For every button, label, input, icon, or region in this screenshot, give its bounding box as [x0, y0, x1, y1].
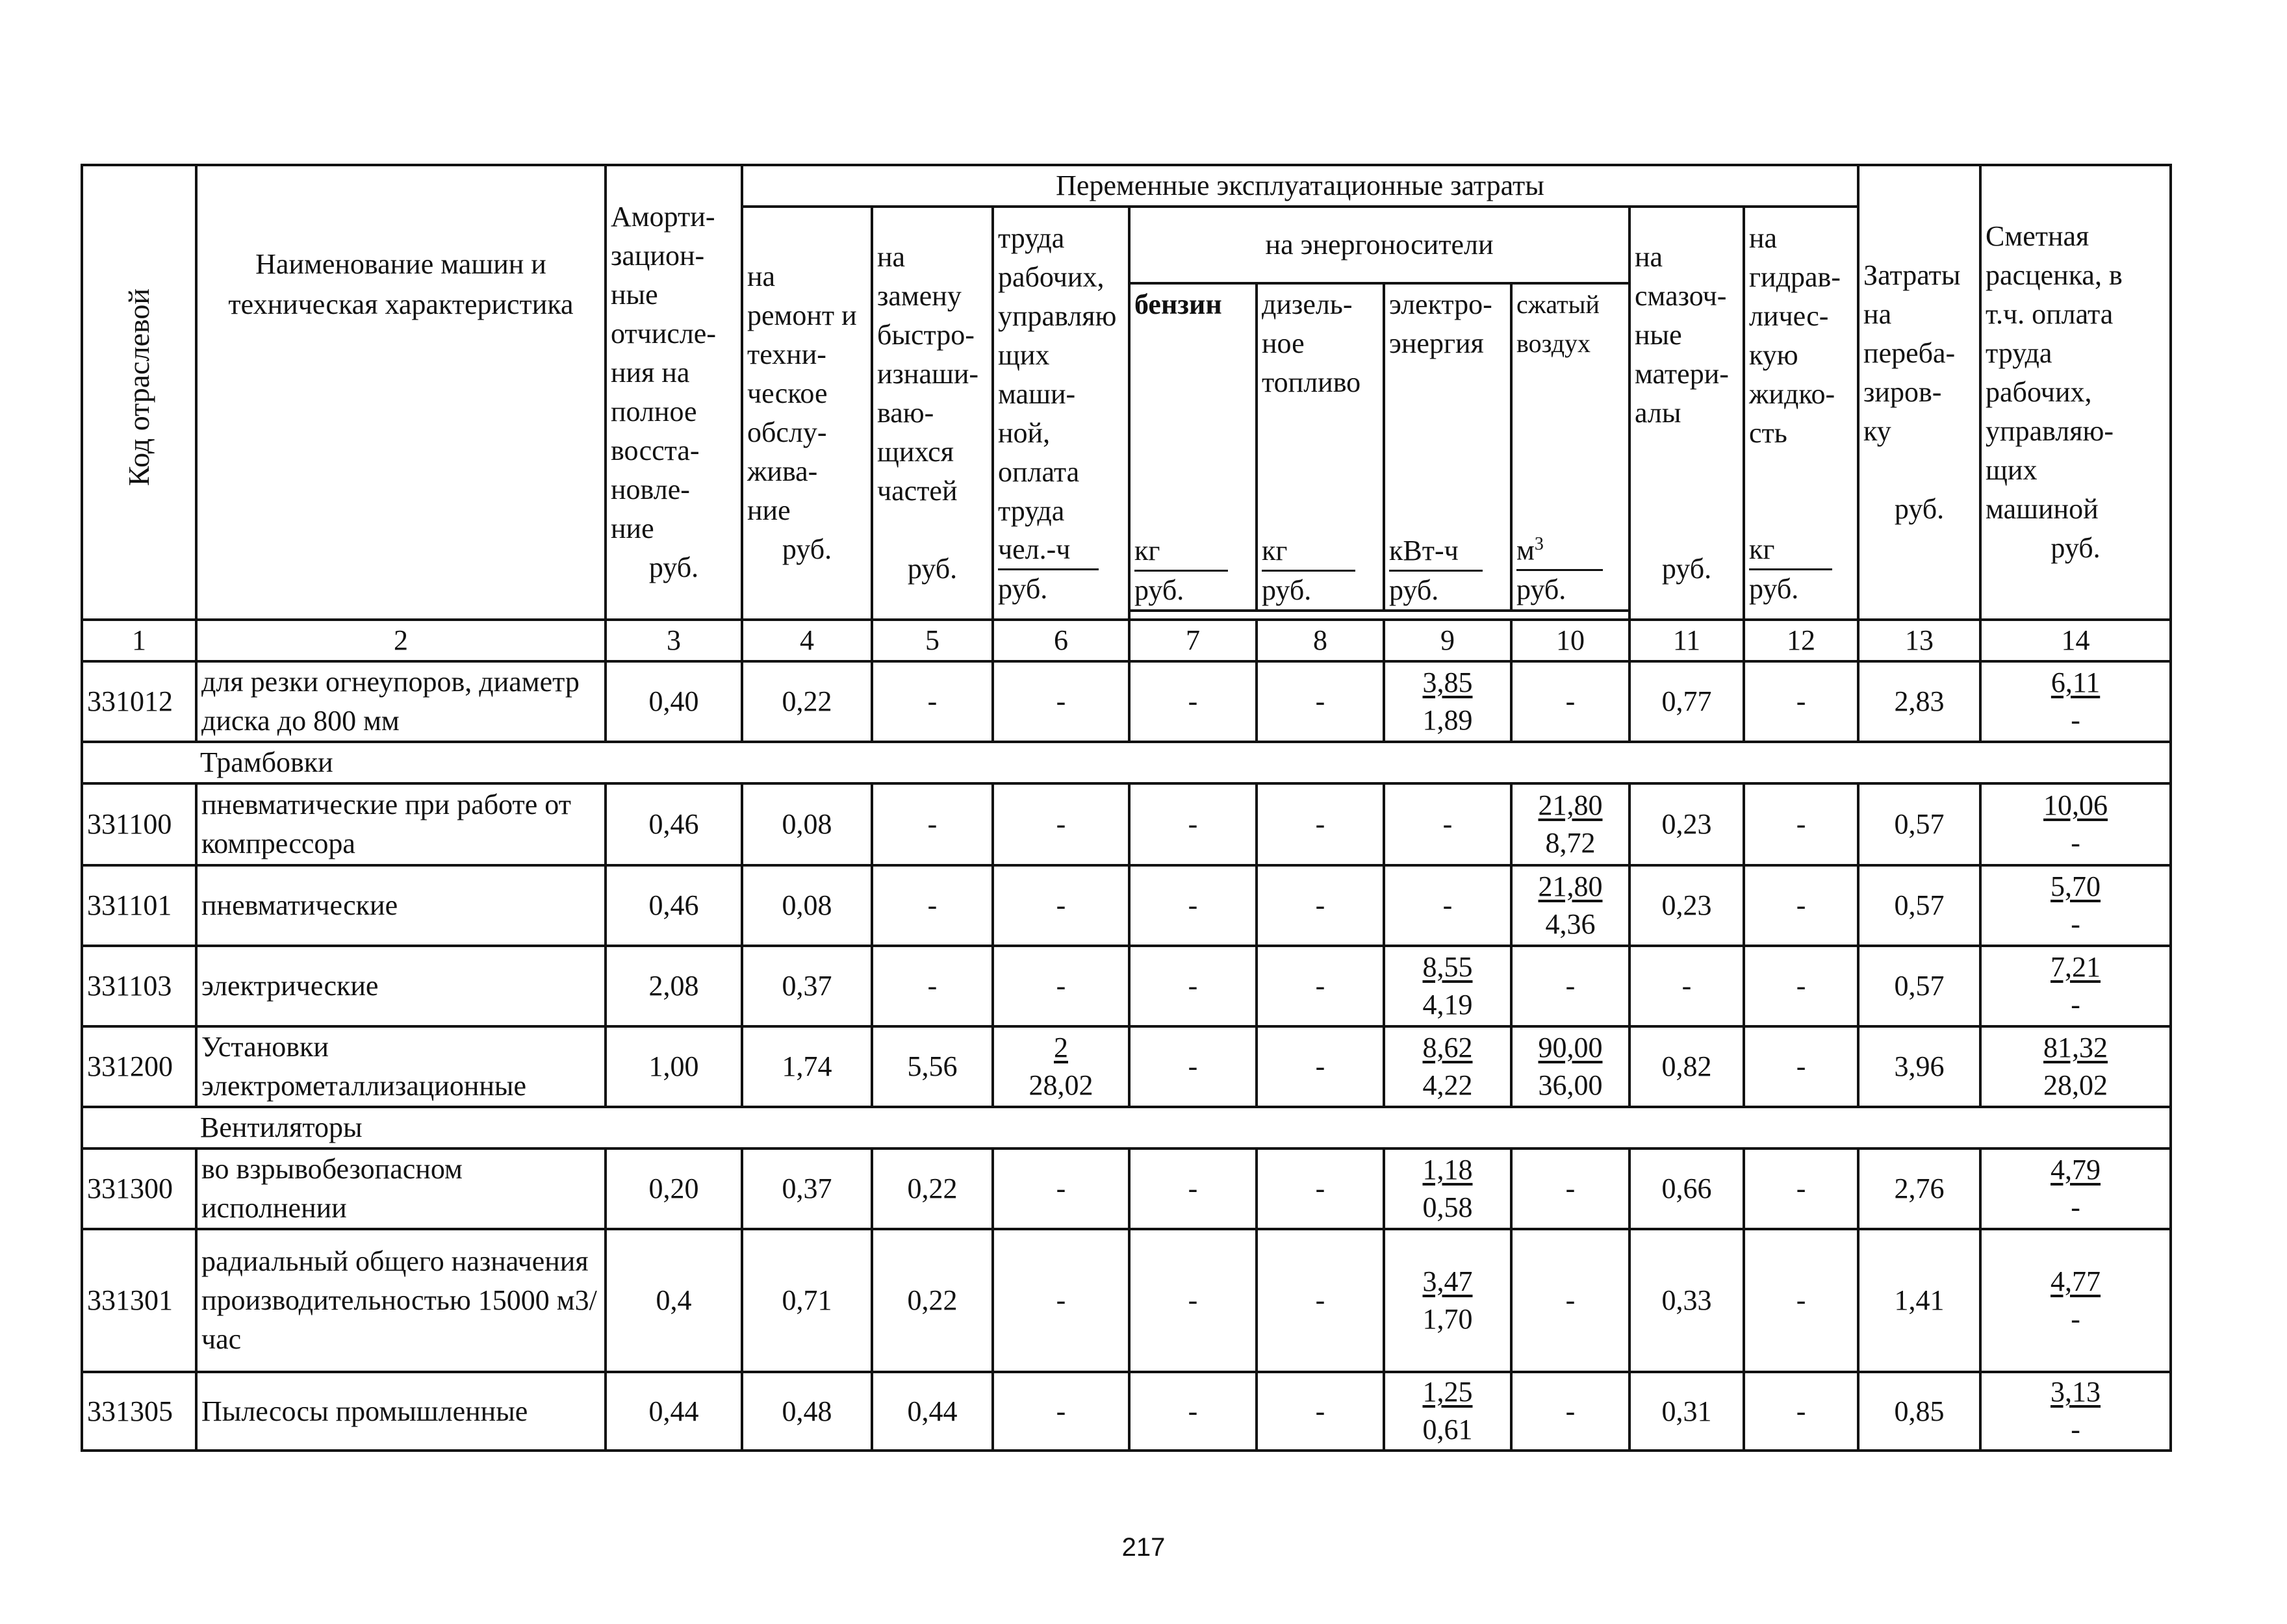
cell-col-6: -: [993, 1372, 1129, 1451]
machine-name: во взрывобезопасном исполнении: [196, 1148, 606, 1229]
cell-col-3: 1,00: [606, 1026, 742, 1107]
cell-col-13: 2,83: [1858, 661, 1980, 742]
cell-col-3: 0,46: [606, 783, 742, 865]
cell-col-14-bottom: -: [2071, 704, 2080, 736]
cell-col-6: -: [993, 1229, 1129, 1372]
header-estimate-unit: руб.: [2051, 532, 2101, 564]
cell-col-9-bottom: 0,61: [1422, 1414, 1473, 1445]
price-table-sheet: [81, 164, 2169, 1452]
cell-col-6-bottom: 28,02: [1029, 1069, 1093, 1101]
cell-col-9: -: [1384, 783, 1511, 865]
cell-col-10-top: 21,80: [1538, 870, 1603, 902]
cell-col-11: 0,77: [1629, 661, 1744, 742]
cell-col-13: 0,57: [1858, 783, 1980, 865]
cell-col-14: [1980, 1148, 2171, 1229]
cell-col-10-top: 90,00: [1538, 1031, 1603, 1063]
cell-col-3: 2,08: [606, 946, 742, 1026]
table-row: [82, 1229, 2171, 1372]
table-row: [82, 865, 2171, 946]
page-number: 217: [1121, 1533, 1166, 1562]
cell-col-13: 0,57: [1858, 865, 1980, 946]
cell-col-6: -: [993, 783, 1129, 865]
group-row: [82, 1107, 2171, 1148]
cell-col-12: -: [1744, 1229, 1858, 1372]
machine-name: для резки огнеупоров, диаметр диска до 800 мм: [196, 661, 606, 742]
cell-col-14-bottom: -: [2071, 826, 2080, 859]
machine-code: 331103: [82, 946, 196, 1026]
cell-col-9-top: 3,47: [1422, 1265, 1473, 1297]
column-number-11: 11: [1629, 620, 1744, 661]
cell-col-12: -: [1744, 1372, 1858, 1451]
cell-col-3: 0,20: [606, 1148, 742, 1229]
cell-col-13: 1,41: [1858, 1229, 1980, 1372]
cell-col-13: 0,57: [1858, 946, 1980, 1026]
cell-col-4: 0,48: [742, 1372, 872, 1451]
cell-col-4: 0,22: [742, 661, 872, 742]
cell-col-14-top: 6,11: [2051, 666, 2101, 698]
cell-col-14-top: 4,79: [2051, 1153, 2101, 1186]
column-number-3: 3: [606, 620, 742, 661]
cell-col-6: -: [993, 1148, 1129, 1229]
column-number-9: 9: [1384, 620, 1511, 661]
cell-col-8: -: [1257, 1026, 1384, 1107]
column-number-14: 14: [1980, 620, 2171, 661]
column-number-5: 5: [872, 620, 993, 661]
cell-col-11: 0,66: [1629, 1148, 1744, 1229]
cell-col-5: 5,56: [872, 1026, 993, 1107]
table-row: [82, 661, 2171, 742]
cell-col-6-top: 2: [1054, 1031, 1068, 1063]
cell-col-8: -: [1257, 1148, 1384, 1229]
cell-col-9: [1384, 1148, 1511, 1229]
cell-col-14-top: 5,70: [2051, 870, 2101, 902]
table-row: [82, 783, 2171, 865]
cell-col-12: -: [1744, 661, 1858, 742]
header-amort: Аморти- зацион- ные отчисле- ния на полное восста- новле- ние руб.: [606, 165, 742, 620]
column-number-8: 8: [1257, 620, 1384, 661]
cell-col-4: 0,08: [742, 865, 872, 946]
cell-col-5: -: [872, 783, 993, 865]
cell-col-12: -: [1744, 865, 1858, 946]
cell-col-7: -: [1129, 1026, 1257, 1107]
header-petrol-unit: кг: [1134, 532, 1228, 572]
cell-col-10-bottom: 36,00: [1538, 1069, 1603, 1101]
header-petrol: бензин кг руб.: [1129, 283, 1257, 611]
cell-col-14: [1980, 865, 2171, 946]
header-hydraulic-unit: кг: [1749, 531, 1832, 570]
column-number-1: 1: [82, 620, 196, 661]
cell-col-8: -: [1257, 1372, 1384, 1451]
cell-col-14-bottom: -: [2071, 1302, 2080, 1335]
cell-col-11: 0,23: [1629, 783, 1744, 865]
machine-code: 331200: [82, 1026, 196, 1107]
cell-col-3: 0,40: [606, 661, 742, 742]
cell-col-14: [1980, 1229, 2171, 1372]
cell-col-5: -: [872, 865, 993, 946]
cell-col-7: -: [1129, 946, 1257, 1026]
machine-name: радиальный общего назначения производительностью 15000 м3/час: [196, 1229, 606, 1372]
machine-code: 331012: [82, 661, 196, 742]
cell-col-10: -: [1511, 1148, 1629, 1229]
cell-col-10-top: 21,80: [1538, 789, 1603, 821]
header-repair: на ремонт и техни- ческое обслу- жива- ние руб.: [742, 207, 872, 620]
cell-col-8: -: [1257, 946, 1384, 1026]
cell-col-11: 0,31: [1629, 1372, 1744, 1451]
machine-name: Пылесосы промышленные: [196, 1372, 606, 1451]
cell-col-7: -: [1129, 865, 1257, 946]
cell-col-10: [1511, 1026, 1629, 1107]
cell-col-4: 0,37: [742, 946, 872, 1026]
cell-col-14: [1980, 946, 2171, 1026]
cell-col-12: -: [1744, 946, 1858, 1026]
cell-col-8: -: [1257, 783, 1384, 865]
header-hydraulic-rub: руб.: [1749, 572, 1799, 605]
group-name: Трамбовки: [196, 742, 2171, 783]
header-air-unit-sup: 3: [1534, 533, 1544, 554]
machine-name: пневматические при работе от компрессора: [196, 783, 606, 865]
group-code-blank: [82, 742, 196, 783]
cell-col-14-bottom: 28,02: [2043, 1069, 2108, 1101]
column-number-6: 6: [993, 620, 1129, 661]
cell-col-8: -: [1257, 1229, 1384, 1372]
header-repair-unit: руб.: [782, 533, 832, 565]
cell-col-14: [1980, 661, 2171, 742]
cell-col-14-top: 3,13: [2051, 1376, 2101, 1408]
header-code: Код отраслевой: [82, 165, 196, 620]
cell-col-4: 0,71: [742, 1229, 872, 1372]
cell-col-14-bottom: -: [2071, 1414, 2080, 1445]
cell-col-13: 2,76: [1858, 1148, 1980, 1229]
cell-col-9-top: 1,18: [1422, 1153, 1473, 1186]
machine-name: электрические: [196, 946, 606, 1026]
cell-col-5: -: [872, 946, 993, 1026]
cell-col-6: -: [993, 865, 1129, 946]
cell-col-10: -: [1511, 661, 1629, 742]
table-row: [82, 1148, 2171, 1229]
cell-col-12: -: [1744, 1026, 1858, 1107]
group-code-blank: [82, 1107, 196, 1148]
cell-col-7: -: [1129, 1148, 1257, 1229]
cell-col-9-bottom: 1,89: [1422, 704, 1473, 736]
header-air-rub: руб.: [1516, 574, 1566, 606]
column-number-13: 13: [1858, 620, 1980, 661]
machine-code: 331305: [82, 1372, 196, 1451]
header-replace: на замену быстро- изнаши- ваю- щихся частей руб.: [872, 207, 993, 620]
header-air: сжатый воздух $м^3$ руб.: [1511, 283, 1629, 611]
cell-col-3: 0,4: [606, 1229, 742, 1372]
cell-col-3: 0,44: [606, 1372, 742, 1451]
cell-col-14: [1980, 1026, 2171, 1107]
cell-col-9-top: 8,55: [1422, 950, 1473, 983]
machine-cost-table: [81, 164, 2172, 1452]
column-number-2: 2: [196, 620, 606, 661]
cell-col-11: 0,82: [1629, 1026, 1744, 1107]
column-number-7: 7: [1129, 620, 1257, 661]
header-diesel-unit: кг: [1262, 532, 1355, 572]
machine-code: 331100: [82, 783, 196, 865]
cell-col-4: 0,37: [742, 1148, 872, 1229]
cell-col-9-top: 3,85: [1422, 666, 1473, 698]
cell-col-10: [1511, 783, 1629, 865]
cell-col-5: 0,22: [872, 1148, 993, 1229]
cell-col-8: -: [1257, 865, 1384, 946]
cell-col-10: -: [1511, 1229, 1629, 1372]
header-diesel: дизель- ное топливо кг руб.: [1257, 283, 1384, 611]
cell-col-6: [993, 1026, 1129, 1107]
header-name: Наименование машин и техническая характеристика: [196, 165, 606, 620]
cell-col-5: 0,22: [872, 1229, 993, 1372]
cell-col-6: -: [993, 661, 1129, 742]
header-electric-unit: кВт-ч: [1389, 532, 1483, 572]
cell-col-14-top: 4,77: [2051, 1265, 2101, 1297]
header-petrol-rub: руб.: [1134, 574, 1184, 606]
header-labor: труда рабочих, управляю щих маши- ной, оплата труда чел.-ч руб.: [993, 207, 1129, 620]
cell-col-14: [1980, 783, 2171, 865]
header-energy: на энергоносители: [1129, 207, 1629, 283]
header-electric-rub: руб.: [1389, 574, 1439, 606]
cell-col-10-bottom: 4,36: [1545, 907, 1596, 940]
header-estimate: Сметная расценка, в т.ч. оплата труда рабочих, управляю- щих машиной руб.: [1980, 165, 2171, 620]
machine-name: пневматические: [196, 865, 606, 946]
header-relocation: Затраты на переба- зиров- ку руб.: [1858, 165, 1980, 620]
header-diesel-rub: руб.: [1262, 574, 1312, 606]
header-labor-rub: руб.: [998, 572, 1048, 605]
cell-col-4: 1,74: [742, 1026, 872, 1107]
cell-col-14-bottom: -: [2071, 907, 2080, 940]
header-amort-unit: руб.: [648, 552, 699, 583]
column-numbers-row: [82, 620, 2171, 661]
cell-col-10-bottom: 8,72: [1545, 826, 1596, 859]
cell-col-9: -: [1384, 865, 1511, 946]
cell-col-11: 0,33: [1629, 1229, 1744, 1372]
cell-col-11: 0,23: [1629, 865, 1744, 946]
group-name: Вентиляторы: [196, 1107, 2171, 1148]
cell-col-14: [1980, 1372, 2171, 1451]
cell-col-12: -: [1744, 1148, 1858, 1229]
cell-col-14-top: 7,21: [2051, 950, 2101, 983]
cell-col-9-top: 8,62: [1422, 1031, 1473, 1063]
machine-code: 331101: [82, 865, 196, 946]
cell-col-7: -: [1129, 661, 1257, 742]
header-labor-unit: чел.-ч: [998, 531, 1099, 570]
cell-col-13: 3,96: [1858, 1026, 1980, 1107]
cell-col-3: 0,46: [606, 865, 742, 946]
cell-col-12: -: [1744, 783, 1858, 865]
table-row: [82, 1026, 2171, 1107]
cell-col-11: -: [1629, 946, 1744, 1026]
header-air-unit: м: [1516, 534, 1535, 566]
group-row: [82, 742, 2171, 783]
cell-col-6: -: [993, 946, 1129, 1026]
cell-col-4: 0,08: [742, 783, 872, 865]
cell-col-10: -: [1511, 946, 1629, 1026]
column-number-4: 4: [742, 620, 872, 661]
header-lubricant: на смазоч- ные матери- алы руб.: [1629, 207, 1744, 620]
cell-col-5: 0,44: [872, 1372, 993, 1451]
header-lubricant-unit: руб.: [1661, 553, 1712, 585]
cell-col-9: [1384, 946, 1511, 1026]
header-variable-costs: Переменные эксплуатационные затраты: [742, 165, 1858, 207]
machine-code: 331300: [82, 1148, 196, 1229]
cell-col-9-bottom: 4,19: [1422, 988, 1473, 1021]
cell-col-9-bottom: 1,70: [1422, 1302, 1473, 1335]
cell-col-7: -: [1129, 1372, 1257, 1451]
cell-col-9-top: 1,25: [1422, 1376, 1473, 1408]
cell-col-10: [1511, 865, 1629, 946]
header-electric: электро- энергия кВт-ч руб.: [1384, 283, 1511, 611]
header-hydraulic: на гидрав- личес- кую жидко- сть кг руб.: [1744, 207, 1858, 620]
cell-col-14-top: 81,32: [2043, 1031, 2108, 1063]
cell-col-14-bottom: -: [2071, 988, 2080, 1021]
cell-col-14-top: 10,06: [2043, 789, 2108, 821]
cell-col-9-bottom: 0,58: [1422, 1191, 1473, 1223]
header-replace-unit: руб.: [907, 553, 958, 585]
cell-col-9: [1384, 661, 1511, 742]
column-number-10: 10: [1511, 620, 1629, 661]
cell-col-14-bottom: -: [2071, 1191, 2080, 1223]
header-relocation-unit: руб.: [1894, 493, 1945, 525]
machine-name: Установки электрометаллизационные: [196, 1026, 606, 1107]
cell-col-9: [1384, 1026, 1511, 1107]
table-row: [82, 1372, 2171, 1451]
cell-col-13: 0,85: [1858, 1372, 1980, 1451]
cell-col-8: -: [1257, 661, 1384, 742]
cell-col-7: -: [1129, 1229, 1257, 1372]
machine-code: 331301: [82, 1229, 196, 1372]
cell-col-9: [1384, 1372, 1511, 1451]
cell-col-9-bottom: 4,22: [1422, 1069, 1473, 1101]
cell-col-9: [1384, 1229, 1511, 1372]
column-number-12: 12: [1744, 620, 1858, 661]
cell-col-5: -: [872, 661, 993, 742]
cell-col-7: -: [1129, 783, 1257, 865]
table-row: [82, 946, 2171, 1026]
cell-col-10: -: [1511, 1372, 1629, 1451]
